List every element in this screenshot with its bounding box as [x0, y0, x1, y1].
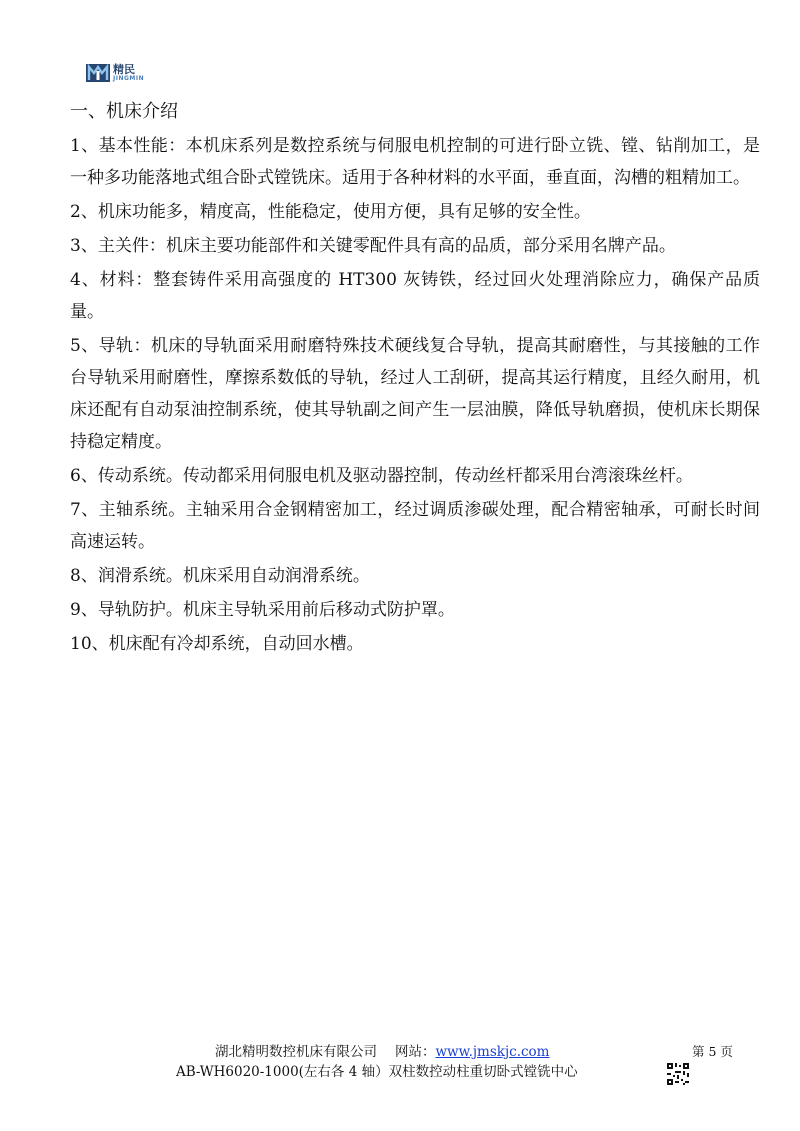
paragraph-4: 4、材料：整套铸件采用高强度的 HT300 灰铸铁，经过回火处理消除应力，确保产品质量。 [70, 270, 760, 322]
jingmin-logo-icon [86, 61, 110, 85]
paragraph-3: 3、主关件：机床主要功能部件和关键零配件具有高的品质，部分采用名牌产品。 [70, 236, 676, 256]
page-number: 第 5 页 [692, 1044, 733, 1059]
footer-company-line [215, 1043, 549, 1061]
website-link[interactable]: www.jmskjc.com [435, 1044, 550, 1060]
website-label: 网站： [395, 1044, 436, 1060]
paragraph-8: 8、润滑系统。机床采用自动润滑系统。 [70, 566, 370, 586]
document-body [70, 96, 760, 662]
logo-cn-text: 精民 [113, 63, 135, 76]
paragraph-10: 10、机床配有冷却系统，自动回水槽。 [70, 634, 364, 654]
page-footer [0, 1043, 800, 1093]
qr-code-icon [667, 1063, 689, 1085]
company-logo [86, 58, 156, 88]
section-title: 一、机床介绍 [70, 101, 178, 122]
paragraph-2: 2、机床功能多，精度高，性能稳定，使用方便，具有足够的安全性。 [70, 202, 591, 222]
paragraph-1: 1、基本性能：本机床系列是数控系统与伺服电机控制的可进行卧立铣、镗、钻削加工，是一种多功能落地式组合卧式镗铣床。适用于各种材料的水平面，垂直面，沟槽的粗精加工。 [70, 136, 760, 188]
paragraph-5: 5、导轨：机床的导轨面采用耐磨特殊技术硬线复合导轨，提高其耐磨性，与其接触的工作台导轨采用耐磨性，摩擦系数低的导轨，经过人工刮研，提高其运行精度，且经久耐用，机床还配有自动泵油控制系统，使其导轨副之间产生一层油膜，降低导轨磨损，使机床长期保持稳定精度。 [70, 336, 760, 452]
logo-en-text: JINGMIN [113, 75, 145, 82]
paragraph-9: 9、导轨防护。机床主导轨采用前后移动式防护罩。 [70, 600, 455, 620]
company-name: 湖北精明数控机床有限公司 [215, 1044, 377, 1060]
paragraph-6: 6、传动系统。传动都采用伺服电机及驱动器控制，传动丝杆都采用台湾滚珠丝杆。 [70, 466, 693, 486]
product-model-line: AB-WH6020-1000(左右各 4 轴）双柱数控动柱重切卧式镗铣中心 [176, 1064, 578, 1080]
paragraph-7: 7、主轴系统。主轴采用合金钢精密加工，经过调质渗碳处理，配合精密轴承，可耐长时间高速运转。 [70, 500, 760, 552]
